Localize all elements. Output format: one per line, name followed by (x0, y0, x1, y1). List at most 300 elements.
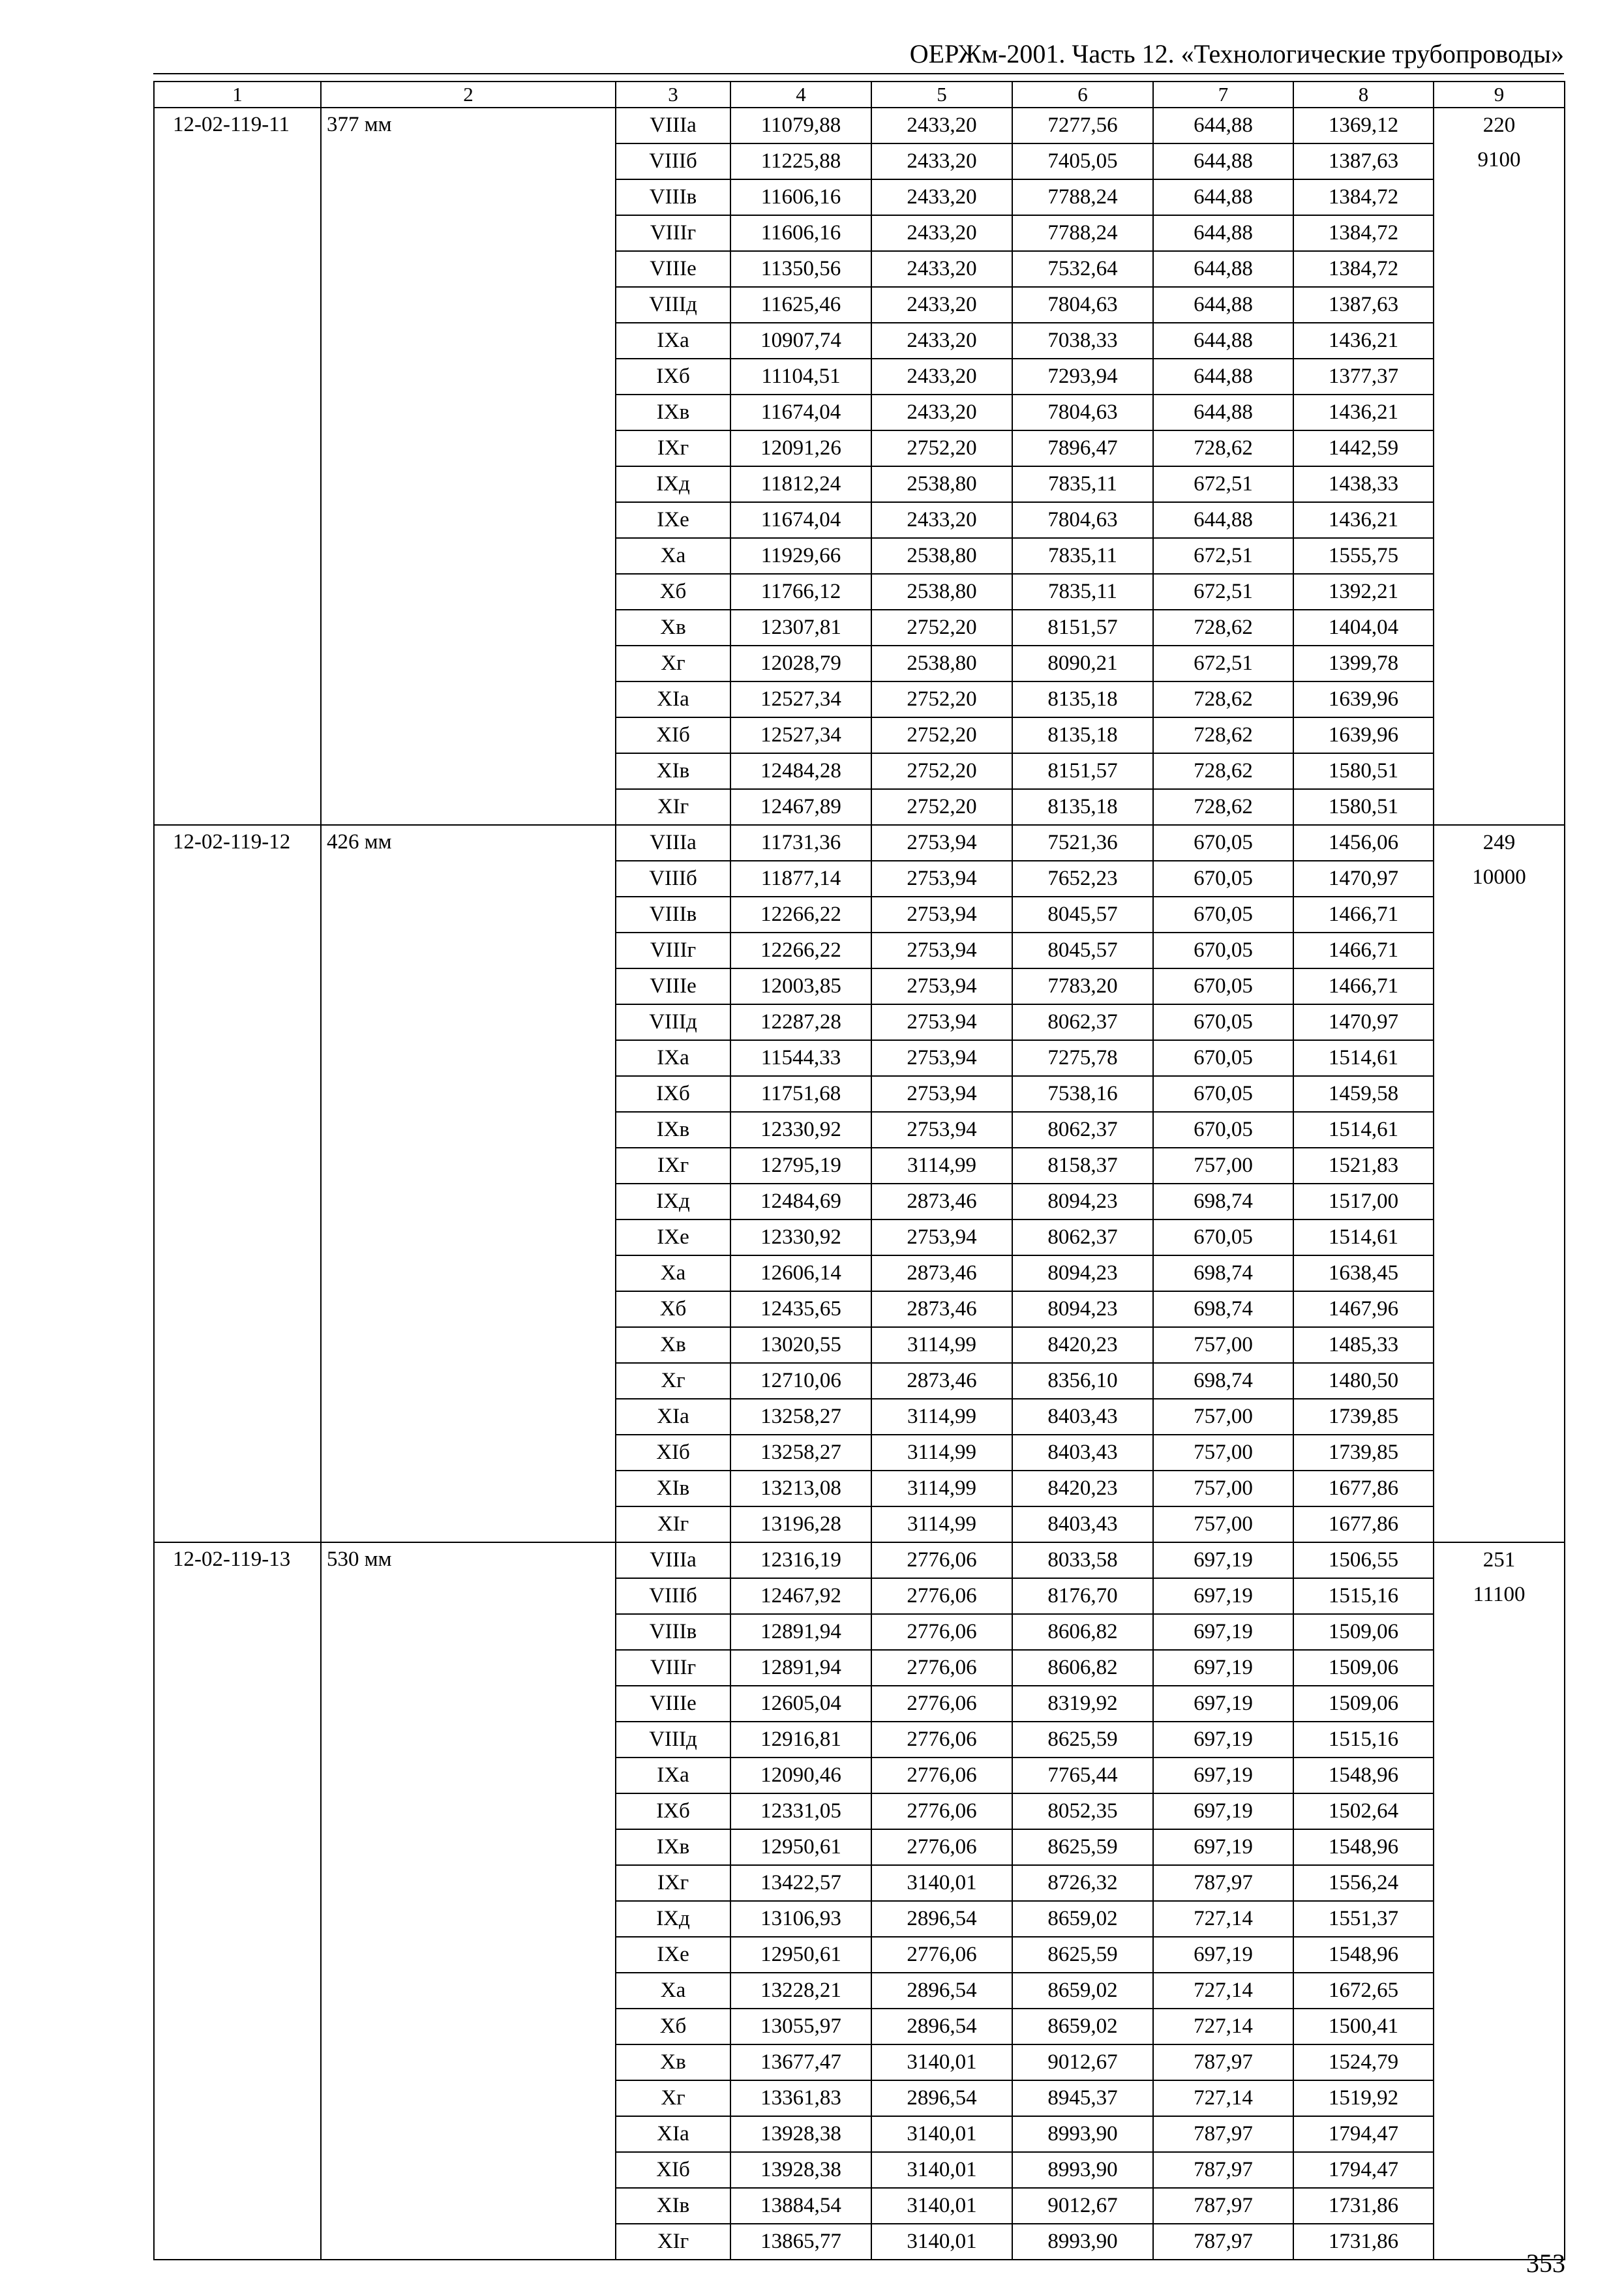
value-cell: 698,74 (1153, 1184, 1293, 1219)
value-cell: 2776,06 (871, 1578, 1012, 1614)
value-cell: 670,05 (1153, 1219, 1293, 1255)
value-cell: 1514,61 (1293, 1040, 1434, 1076)
value-cell: 8151,57 (1012, 610, 1153, 646)
value-cell: 3114,99 (871, 1506, 1012, 1542)
value-cell: 7293,94 (1012, 359, 1153, 395)
value-cell: 2433,20 (871, 251, 1012, 287)
zone-cell: VIIIб (616, 1578, 730, 1614)
value-cell: 3140,01 (871, 2044, 1012, 2080)
value-cell: 13258,27 (730, 1435, 871, 1471)
value-cell: 7896,47 (1012, 430, 1153, 466)
value-cell: 8062,37 (1012, 1112, 1153, 1148)
value-cell: 2753,94 (871, 1004, 1012, 1040)
value-cell: 1515,16 (1293, 1578, 1434, 1614)
value-cell: 1442,59 (1293, 430, 1434, 466)
value-cell: 1731,86 (1293, 2188, 1434, 2224)
value-cell: 7038,33 (1012, 323, 1153, 359)
zone-cell: IXа (616, 1758, 730, 1793)
value-cell: 8726,32 (1012, 1865, 1153, 1901)
zone-cell: VIIIг (616, 215, 730, 251)
value-cell: 1506,55 (1293, 1542, 1434, 1578)
value-cell: 8045,57 (1012, 933, 1153, 968)
value-cell: 13928,38 (730, 2152, 871, 2188)
value-cell: 1369,12 (1293, 108, 1434, 143)
value-cell: 1470,97 (1293, 861, 1434, 897)
value-cell: 1514,61 (1293, 1219, 1434, 1255)
value-cell: 2776,06 (871, 1542, 1012, 1578)
value-cell: 3114,99 (871, 1435, 1012, 1471)
value-cell: 2896,54 (871, 2080, 1012, 2116)
value-cell: 7538,16 (1012, 1076, 1153, 1112)
value-cell: 1480,50 (1293, 1363, 1434, 1399)
value-cell: 11812,24 (730, 466, 871, 502)
value-cell: 1500,41 (1293, 2009, 1434, 2044)
value-cell: 670,05 (1153, 825, 1293, 861)
value-cell: 1672,65 (1293, 1973, 1434, 2009)
value-cell: 13213,08 (730, 1471, 871, 1506)
value-cell: 698,74 (1153, 1363, 1293, 1399)
value-cell: 13228,21 (730, 1973, 871, 2009)
value-cell: 2538,80 (871, 466, 1012, 502)
value-cell: 1548,96 (1293, 1937, 1434, 1973)
zone-cell: XIб (616, 2152, 730, 2188)
value-cell: 2433,20 (871, 395, 1012, 430)
value-cell: 1509,06 (1293, 1686, 1434, 1722)
value-cell: 1677,86 (1293, 1506, 1434, 1542)
value-cell: 644,88 (1153, 395, 1293, 430)
column-header: 6 (1012, 82, 1153, 108)
value-cell: 1638,45 (1293, 1255, 1434, 1291)
value-cell: 1384,72 (1293, 251, 1434, 287)
value-cell: 1459,58 (1293, 1076, 1434, 1112)
value-cell: 8625,59 (1012, 1829, 1153, 1865)
zone-cell: IXе (616, 502, 730, 538)
value-cell: 2776,06 (871, 1650, 1012, 1686)
value-cell: 11606,16 (730, 179, 871, 215)
value-cell: 787,97 (1153, 2188, 1293, 2224)
value-cell: 1677,86 (1293, 1471, 1434, 1506)
value-cell: 8033,58 (1012, 1542, 1153, 1578)
value-cell: 644,88 (1153, 251, 1293, 287)
value-cell: 13020,55 (730, 1327, 871, 1363)
value-cell: 11674,04 (730, 502, 871, 538)
value-cell: 672,51 (1153, 646, 1293, 681)
value-cell: 1515,16 (1293, 1722, 1434, 1758)
value-cell: 2753,94 (871, 1076, 1012, 1112)
value-cell: 2433,20 (871, 287, 1012, 323)
value-cell: 2752,20 (871, 753, 1012, 789)
value-cell: 13928,38 (730, 2116, 871, 2152)
value-cell: 12266,22 (730, 897, 871, 933)
value-cell: 7652,23 (1012, 861, 1153, 897)
value-cell: 9012,67 (1012, 2044, 1153, 2080)
zone-cell: VIIIд (616, 1722, 730, 1758)
value-cell: 1739,85 (1293, 1435, 1434, 1471)
value-cell: 2776,06 (871, 1793, 1012, 1829)
value-cell: 3140,01 (871, 1865, 1012, 1901)
zone-cell: VIIIе (616, 251, 730, 287)
zone-cell: VIIIе (616, 1686, 730, 1722)
value-cell: 13258,27 (730, 1399, 871, 1435)
value-cell: 8356,10 (1012, 1363, 1153, 1399)
value-cell: 13055,97 (730, 2009, 871, 2044)
value-cell: 8151,57 (1012, 753, 1153, 789)
zone-cell: IXд (616, 466, 730, 502)
value-cell: 1436,21 (1293, 395, 1434, 430)
value-cell: 8045,57 (1012, 897, 1153, 933)
zone-cell: IXг (616, 1148, 730, 1184)
zone-cell: IXв (616, 1829, 730, 1865)
value-cell: 672,51 (1153, 538, 1293, 574)
zone-cell: Xг (616, 2080, 730, 2116)
value-cell: 8625,59 (1012, 1722, 1153, 1758)
header-rule (153, 73, 1564, 74)
value-cell: 2753,94 (871, 1219, 1012, 1255)
value-cell: 8090,21 (1012, 646, 1153, 681)
value-cell: 644,88 (1153, 143, 1293, 179)
value-cell: 7835,11 (1012, 538, 1153, 574)
value-cell: 1548,96 (1293, 1829, 1434, 1865)
value-cell: 698,74 (1153, 1255, 1293, 1291)
value-cell: 1485,33 (1293, 1327, 1434, 1363)
value-cell: 697,19 (1153, 1829, 1293, 1865)
value-cell: 12435,65 (730, 1291, 871, 1327)
value-cell: 8606,82 (1012, 1650, 1153, 1686)
value-cell: 787,97 (1153, 2152, 1293, 2188)
value-cell: 728,62 (1153, 753, 1293, 789)
value-cell: 11766,12 (730, 574, 871, 610)
value-cell: 2776,06 (871, 1722, 1012, 1758)
value-cell: 644,88 (1153, 502, 1293, 538)
value-cell: 787,97 (1153, 1865, 1293, 1901)
value-cell: 8094,23 (1012, 1184, 1153, 1219)
value-cell: 3114,99 (871, 1327, 1012, 1363)
value-cell: 670,05 (1153, 933, 1293, 968)
zone-cell: IXе (616, 1937, 730, 1973)
value-cell: 697,19 (1153, 1937, 1293, 1973)
value-cell: 12606,14 (730, 1255, 871, 1291)
value-cell: 2752,20 (871, 681, 1012, 717)
value-cell: 727,14 (1153, 2080, 1293, 2116)
diameter-cell: 426 мм (321, 825, 616, 1542)
col9-value: 10000 (1472, 865, 1526, 889)
value-cell: 3140,01 (871, 2152, 1012, 2188)
value-cell: 728,62 (1153, 681, 1293, 717)
value-cell: 11674,04 (730, 395, 871, 430)
value-cell: 3140,01 (871, 2188, 1012, 2224)
value-cell: 12950,61 (730, 1937, 871, 1973)
col9-cell (1434, 1542, 1565, 2260)
value-cell: 697,19 (1153, 1686, 1293, 1722)
zone-cell: XIа (616, 681, 730, 717)
col9-value: 220 (1482, 113, 1516, 137)
value-cell: 7532,64 (1012, 251, 1153, 287)
page-header: ОЕРЖм-2001. Часть 12. «Технологические трубопроводы» (909, 39, 1564, 68)
value-cell: 11544,33 (730, 1040, 871, 1076)
value-cell: 12090,46 (730, 1758, 871, 1793)
zone-cell: IXа (616, 323, 730, 359)
zone-cell: IXд (616, 1184, 730, 1219)
value-cell: 8659,02 (1012, 1901, 1153, 1937)
zone-cell: XIв (616, 753, 730, 789)
value-cell: 697,19 (1153, 1542, 1293, 1578)
value-cell: 12467,89 (730, 789, 871, 825)
zone-cell: Xг (616, 1363, 730, 1399)
value-cell: 728,62 (1153, 717, 1293, 753)
value-cell: 1551,37 (1293, 1901, 1434, 1937)
col9-cell (1434, 108, 1565, 825)
zone-cell: VIIIд (616, 287, 730, 323)
value-cell: 644,88 (1153, 323, 1293, 359)
value-cell: 11350,56 (730, 251, 871, 287)
zone-cell: Xг (616, 646, 730, 681)
value-cell: 8176,70 (1012, 1578, 1153, 1614)
value-cell: 672,51 (1153, 574, 1293, 610)
value-cell: 1399,78 (1293, 646, 1434, 681)
value-cell: 8403,43 (1012, 1399, 1153, 1435)
value-cell: 8094,23 (1012, 1255, 1153, 1291)
value-cell: 727,14 (1153, 2009, 1293, 2044)
value-cell: 8403,43 (1012, 1506, 1153, 1542)
value-cell: 697,19 (1153, 1578, 1293, 1614)
zone-cell: IXб (616, 1793, 730, 1829)
value-cell: 7788,24 (1012, 215, 1153, 251)
value-cell: 2873,46 (871, 1184, 1012, 1219)
zone-cell: VIIIе (616, 968, 730, 1004)
zone-cell: XIг (616, 789, 730, 825)
value-cell: 1502,64 (1293, 1793, 1434, 1829)
value-cell: 11751,68 (730, 1076, 871, 1112)
column-header: 2 (321, 82, 616, 108)
value-cell: 11625,46 (730, 287, 871, 323)
value-cell: 13422,57 (730, 1865, 871, 1901)
zone-cell: VIIIв (616, 1614, 730, 1650)
value-cell: 2873,46 (871, 1363, 1012, 1399)
value-cell: 2538,80 (871, 538, 1012, 574)
value-cell: 757,00 (1153, 1148, 1293, 1184)
value-cell: 670,05 (1153, 1040, 1293, 1076)
value-cell: 2896,54 (871, 2009, 1012, 2044)
value-cell: 12484,69 (730, 1184, 871, 1219)
value-cell: 670,05 (1153, 897, 1293, 933)
value-cell: 1466,71 (1293, 933, 1434, 968)
value-cell: 2752,20 (871, 717, 1012, 753)
zone-cell: XIг (616, 2224, 730, 2260)
value-cell: 2896,54 (871, 1901, 1012, 1937)
value-cell: 1384,72 (1293, 215, 1434, 251)
value-cell: 9012,67 (1012, 2188, 1153, 2224)
value-cell: 7521,36 (1012, 825, 1153, 861)
value-cell: 670,05 (1153, 1004, 1293, 1040)
value-cell: 8606,82 (1012, 1614, 1153, 1650)
value-cell: 787,97 (1153, 2044, 1293, 2080)
value-cell: 2433,20 (871, 143, 1012, 179)
value-cell: 757,00 (1153, 1506, 1293, 1542)
value-cell: 1556,24 (1293, 1865, 1434, 1901)
value-cell: 1438,33 (1293, 466, 1434, 502)
value-cell: 787,97 (1153, 2224, 1293, 2260)
value-cell: 727,14 (1153, 1901, 1293, 1937)
value-cell: 8993,90 (1012, 2224, 1153, 2260)
value-cell: 1517,00 (1293, 1184, 1434, 1219)
value-cell: 8135,18 (1012, 681, 1153, 717)
value-cell: 8420,23 (1012, 1471, 1153, 1506)
value-cell: 2752,20 (871, 789, 1012, 825)
value-cell: 7275,78 (1012, 1040, 1153, 1076)
value-cell: 11606,16 (730, 215, 871, 251)
column-header: 1 (154, 82, 321, 108)
value-cell: 12795,19 (730, 1148, 871, 1184)
page-number: 353 (1526, 2249, 1565, 2278)
value-cell: 2538,80 (871, 646, 1012, 681)
value-cell: 1639,96 (1293, 681, 1434, 717)
value-cell: 11104,51 (730, 359, 871, 395)
value-cell: 2776,06 (871, 1614, 1012, 1650)
value-cell: 12527,34 (730, 717, 871, 753)
value-cell: 12330,92 (730, 1219, 871, 1255)
zone-cell: XIб (616, 1435, 730, 1471)
value-cell: 2776,06 (871, 1758, 1012, 1793)
value-cell: 1467,96 (1293, 1291, 1434, 1327)
value-cell: 1519,92 (1293, 2080, 1434, 2116)
value-cell: 11225,88 (730, 143, 871, 179)
column-header: 8 (1293, 82, 1434, 108)
value-cell: 2753,94 (871, 861, 1012, 897)
value-cell: 728,62 (1153, 789, 1293, 825)
zone-cell: IXб (616, 359, 730, 395)
zone-cell: VIIIа (616, 1542, 730, 1578)
value-cell: 697,19 (1153, 1793, 1293, 1829)
zone-cell: VIIIа (616, 108, 730, 143)
value-cell: 13361,83 (730, 2080, 871, 2116)
value-cell: 2433,20 (871, 323, 1012, 359)
value-cell: 2776,06 (871, 1686, 1012, 1722)
value-cell: 13196,28 (730, 1506, 871, 1542)
value-cell: 8062,37 (1012, 1219, 1153, 1255)
value-cell: 2873,46 (871, 1255, 1012, 1291)
value-cell: 697,19 (1153, 1650, 1293, 1686)
zone-cell: XIб (616, 717, 730, 753)
value-cell: 11731,36 (730, 825, 871, 861)
column-header: 4 (730, 82, 871, 108)
value-cell: 1739,85 (1293, 1399, 1434, 1435)
zone-cell: IXг (616, 1865, 730, 1901)
value-cell: 670,05 (1153, 968, 1293, 1004)
value-cell: 644,88 (1153, 215, 1293, 251)
price-table (153, 81, 1565, 2260)
value-cell: 12605,04 (730, 1686, 871, 1722)
value-cell: 2896,54 (871, 1973, 1012, 2009)
zone-cell: IXе (616, 1219, 730, 1255)
value-cell: 757,00 (1153, 1471, 1293, 1506)
value-cell: 7835,11 (1012, 466, 1153, 502)
value-cell: 697,19 (1153, 1758, 1293, 1793)
value-cell: 1387,63 (1293, 143, 1434, 179)
value-cell: 2433,20 (871, 359, 1012, 395)
value-cell: 1555,75 (1293, 538, 1434, 574)
column-header: 5 (871, 82, 1012, 108)
value-cell: 1548,96 (1293, 1758, 1434, 1793)
value-cell: 2753,94 (871, 933, 1012, 968)
value-cell: 757,00 (1153, 1435, 1293, 1471)
zone-cell: VIIIв (616, 897, 730, 933)
value-cell: 12891,94 (730, 1650, 871, 1686)
zone-cell: Xа (616, 1973, 730, 2009)
value-cell: 12484,28 (730, 753, 871, 789)
value-cell: 3114,99 (871, 1399, 1012, 1435)
value-cell: 644,88 (1153, 359, 1293, 395)
value-cell: 1580,51 (1293, 753, 1434, 789)
value-cell: 1404,04 (1293, 610, 1434, 646)
value-cell: 12950,61 (730, 1829, 871, 1865)
zone-cell: Xв (616, 2044, 730, 2080)
value-cell: 3140,01 (871, 2224, 1012, 2260)
value-cell: 644,88 (1153, 108, 1293, 143)
value-cell: 3114,99 (871, 1471, 1012, 1506)
value-cell: 7277,56 (1012, 108, 1153, 143)
value-cell: 8659,02 (1012, 2009, 1153, 2044)
table-row (154, 108, 1565, 143)
value-cell: 2752,20 (871, 430, 1012, 466)
value-cell: 2433,20 (871, 108, 1012, 143)
diameter-cell: 377 мм (321, 108, 616, 825)
value-cell: 1794,47 (1293, 2152, 1434, 2188)
zone-cell: IXб (616, 1076, 730, 1112)
value-cell: 3114,99 (871, 1148, 1012, 1184)
table-row (154, 1542, 1565, 1578)
diameter-cell: 530 мм (321, 1542, 616, 2260)
value-cell: 2538,80 (871, 574, 1012, 610)
value-cell: 757,00 (1153, 1327, 1293, 1363)
zone-cell: VIIIа (616, 825, 730, 861)
value-cell: 13677,47 (730, 2044, 871, 2080)
value-cell: 2433,20 (871, 502, 1012, 538)
value-cell: 1387,63 (1293, 287, 1434, 323)
value-cell: 2753,94 (871, 825, 1012, 861)
value-cell: 787,97 (1153, 2116, 1293, 2152)
zone-cell: VIIIб (616, 861, 730, 897)
value-cell: 697,19 (1153, 1614, 1293, 1650)
zone-cell: VIIIв (616, 179, 730, 215)
zone-cell: Xв (616, 610, 730, 646)
zone-cell: VIIIб (616, 143, 730, 179)
value-cell: 13865,77 (730, 2224, 871, 2260)
value-cell: 2753,94 (871, 1112, 1012, 1148)
zone-cell: Xа (616, 538, 730, 574)
value-cell: 2873,46 (871, 1291, 1012, 1327)
code-cell: 12-02-119-13 (154, 1542, 321, 2260)
value-cell: 8403,43 (1012, 1435, 1153, 1471)
value-cell: 12331,05 (730, 1793, 871, 1829)
value-cell: 8135,18 (1012, 717, 1153, 753)
value-cell: 1524,79 (1293, 2044, 1434, 2080)
value-cell: 2433,20 (871, 179, 1012, 215)
value-cell: 1456,06 (1293, 825, 1434, 861)
value-cell: 1466,71 (1293, 897, 1434, 933)
zone-cell: IXа (616, 1040, 730, 1076)
value-cell: 672,51 (1153, 466, 1293, 502)
value-cell: 11929,66 (730, 538, 871, 574)
value-cell: 1509,06 (1293, 1614, 1434, 1650)
value-cell: 11877,14 (730, 861, 871, 897)
value-cell: 7765,44 (1012, 1758, 1153, 1793)
value-cell: 644,88 (1153, 287, 1293, 323)
value-cell: 1731,86 (1293, 2224, 1434, 2260)
value-cell: 2776,06 (871, 1829, 1012, 1865)
value-cell: 1377,37 (1293, 359, 1434, 395)
zone-cell: XIв (616, 1471, 730, 1506)
col9-value: 249 (1482, 831, 1516, 854)
